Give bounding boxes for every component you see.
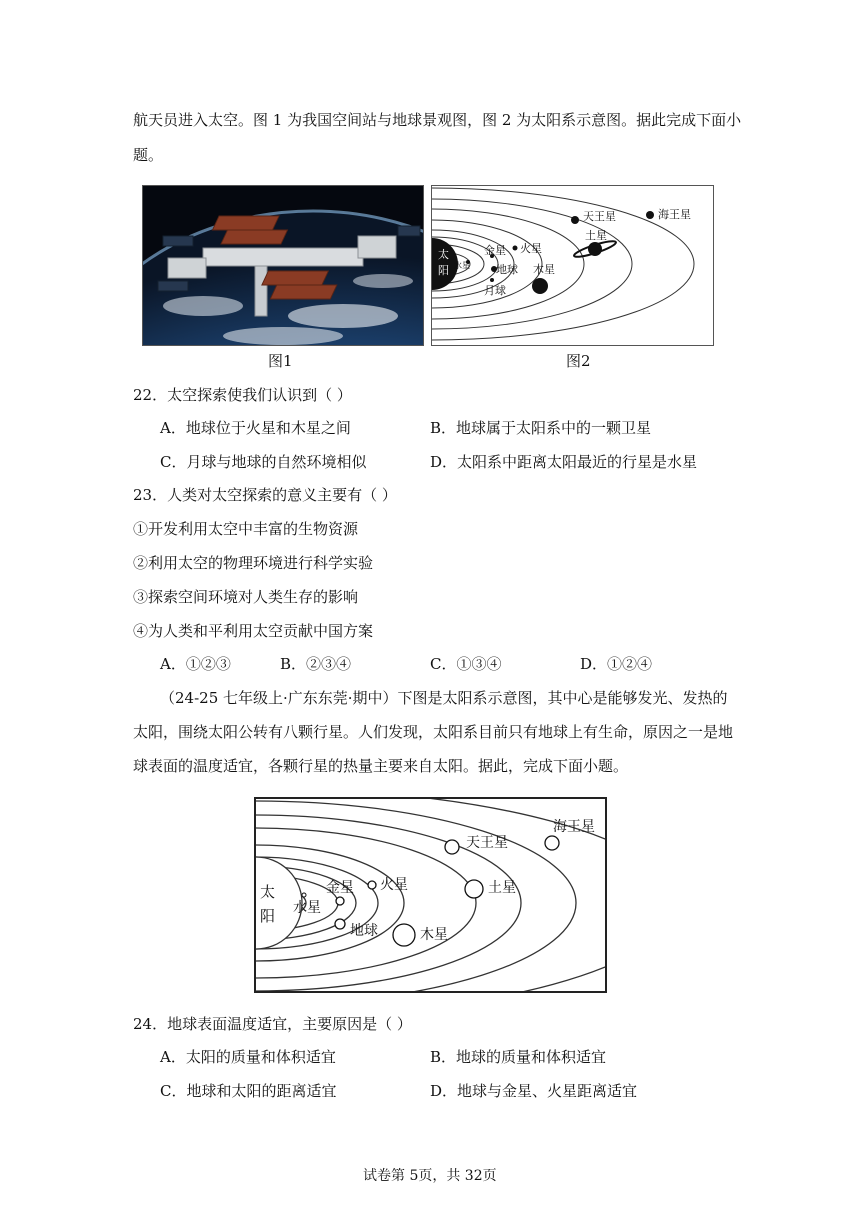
venus-label: 金星: [326, 880, 354, 896]
q23-item-3: ③探索空间环境对人类生存的影响: [133, 588, 359, 606]
solar-system-diagram-small: [432, 186, 714, 346]
sun-label-top: 太: [438, 248, 449, 261]
passage2-line-1: （24-25 七年级上·广东东莞·期中）下图是太阳系示意图，其中心是能够发光、发热的: [160, 689, 728, 707]
q22-option-a: A．地球位于火星和木星之间: [160, 419, 351, 437]
saturn-label: 土星: [585, 229, 607, 242]
space-station-illustration: [143, 186, 424, 346]
sun-label-bottom: 阳: [260, 907, 276, 925]
saturn-label: 土星: [488, 880, 516, 896]
q23-option-d: D．①②④: [580, 655, 653, 673]
solar-system-diagram-large: [256, 799, 605, 991]
jupiter-label: 木星: [420, 927, 448, 943]
venus-label: 金星: [484, 244, 506, 257]
passage2-line-2: 太阳，围绕太阳公转有八颗行星。人们发现，太阳系目前只有地球上有生命，原因之一是地: [133, 723, 734, 741]
figure-1-space-station: [142, 185, 424, 346]
figure-1-caption: 图1: [268, 352, 293, 370]
sun-label-top: 太: [260, 883, 276, 901]
q23-item-2: ②利用太空的物理环境进行科学实验: [133, 554, 374, 572]
q23-option-b: B．②③④: [280, 655, 352, 673]
q23-option-a: A．①②③: [160, 655, 231, 673]
q24-option-c: C．地球和太阳的距离适宜: [160, 1082, 337, 1100]
neptune-label: 海王星: [553, 819, 595, 835]
q23-option-c: C．①③④: [430, 655, 502, 673]
earth-label: 地球: [496, 263, 518, 276]
uranus-label: 天王星: [466, 835, 508, 851]
figure-2-caption: 图2: [566, 352, 591, 370]
q24-option-a: A．太阳的质量和体积适宜: [160, 1048, 336, 1066]
q24-option-b: B．地球的质量和体积适宜: [430, 1048, 607, 1066]
mars-label: 火星: [520, 242, 542, 255]
mercury-label: 水星: [454, 261, 470, 270]
neptune-label: 海王星: [658, 208, 691, 221]
uranus-label: 天王星: [583, 210, 616, 223]
q23-stem: 23．人类对太空探索的意义主要有（ ）: [133, 486, 397, 504]
q23-item-4: ④为人类和平利用太空贡献中国方案: [133, 622, 374, 640]
q23-item-1: ①开发利用太空中丰富的生物资源: [133, 520, 359, 538]
passage2-line-3: 球表面的温度适宜，各颗行星的热量主要来自太阳。据此，完成下面小题。: [133, 757, 629, 775]
mars-label: 火星: [380, 877, 408, 893]
q22-option-b: B．地球属于太阳系中的一颗卫星: [430, 419, 652, 437]
figure-2-solar-system: [431, 185, 714, 346]
q24-option-d: D．地球与金星、火星距离适宜: [430, 1082, 638, 1100]
page-footer: 试卷第 5页，共 32页: [363, 1168, 497, 1184]
moon-label: 月球: [484, 284, 506, 297]
q24-stem: 24．地球表面温度适宜，主要原因是（ ）: [133, 1015, 412, 1033]
q22-option-c: C．月球与地球的自然环境相似: [160, 453, 367, 471]
mercury-label: 水星: [293, 900, 321, 916]
q22-option-d: D．太阳系中距离太阳最近的行星是水星: [430, 453, 698, 471]
figure-3-solar-system: [254, 797, 607, 993]
earth-label: 地球: [350, 923, 378, 939]
sun-label-bottom: 阳: [438, 264, 449, 277]
intro-line-1: 航天员进入太空。图 1 为我国空间站与地球景观图，图 2 为太阳系示意图。据此完成下面小: [133, 111, 742, 129]
q22-stem: 22．太空探索使我们认识到（ ）: [133, 386, 352, 404]
jupiter-label: 木星: [533, 263, 555, 276]
intro-line-2: 题。: [133, 146, 164, 164]
